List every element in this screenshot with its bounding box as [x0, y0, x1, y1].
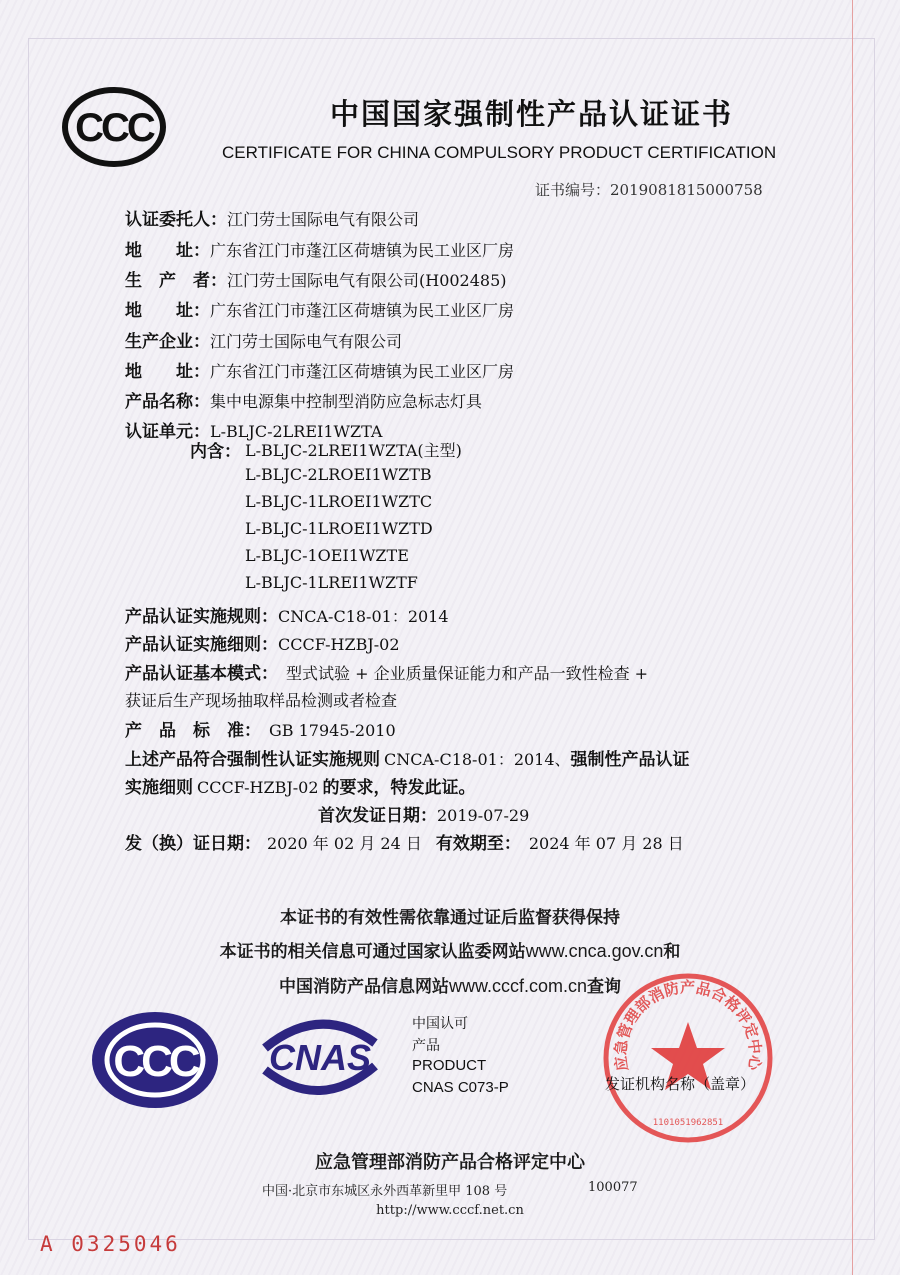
- field-client-address: [125, 236, 514, 261]
- issue-date: [125, 829, 684, 854]
- organization-url[interactable]: http://www.cccf.net.cn: [376, 1203, 524, 1218]
- issuing-organization: 应急管理部消防产品合格评定中心: [315, 1152, 585, 1173]
- statement-line-2: [125, 773, 476, 798]
- field-value: 型式试验 + 企业质量保证能力和产品一致性检查 +: [286, 664, 649, 683]
- field-value: 江门劳士国际电气有限公司: [227, 210, 420, 229]
- field-manufacturer: [125, 266, 507, 291]
- date-value: 2019-07-29: [437, 806, 530, 825]
- serial-number: A 0325046: [40, 1232, 181, 1256]
- seal-caption: 发证机构名称（盖章）: [605, 1075, 756, 1093]
- statement-text: 强制性产品认证: [570, 750, 690, 770]
- field-label: 生产企业：: [125, 332, 210, 352]
- organization-postcode: 100077: [588, 1180, 638, 1195]
- field-impl-rule: [125, 602, 449, 627]
- cnca-website-link[interactable]: www.cnca.gov.cn: [525, 941, 664, 961]
- field-label: 地 址：: [125, 301, 210, 321]
- field-label: 产品名称：: [125, 392, 210, 412]
- ccc-logo-icon: [62, 86, 166, 168]
- notice-line-2: [0, 937, 900, 962]
- field-label: 产品认证实施细则：: [125, 635, 278, 655]
- statement-rule: CNCA-C18-01：2014、: [384, 750, 571, 769]
- certificate-number: 证书编号：2019081815000758: [535, 181, 763, 199]
- statement-text: 实施细则: [125, 778, 193, 798]
- edge-line: [852, 0, 853, 1275]
- model-item: L-BLJC-2LREⅠ1WZTA(主型): [245, 441, 462, 460]
- date-label: 有效期至：: [435, 834, 521, 854]
- field-cert-mode: [125, 659, 648, 684]
- model-item: L-BLJC-2LROEⅠ1WZTB: [245, 465, 432, 484]
- model-item: L-BLJC-1LREⅠ1WZTF: [245, 573, 418, 592]
- field-value: 江门劳士国际电气有限公司: [210, 332, 403, 351]
- field-value: 广东省江门市蓬江区荷塘镇为民工业区厂房: [210, 301, 515, 320]
- field-value: GB 17945-2010: [269, 721, 396, 740]
- organization-address: 中国·北京市东城区永外西革新里甲 108 号: [262, 1184, 508, 1199]
- cnas-code: CNAS C073-P: [412, 1079, 509, 1096]
- field-value: CCCF-HZBJ-02: [278, 635, 400, 654]
- field-value: 广东省江门市蓬江区荷塘镇为民工业区厂房: [210, 241, 515, 260]
- field-label: 地 址：: [125, 241, 210, 261]
- model-item: L-BLJC-1LROEⅠ1WZTD: [245, 519, 433, 538]
- model-item: L-BLJC-1OEⅠ1WZTE: [245, 546, 409, 565]
- seal-code: 1101051962851: [652, 1118, 724, 1128]
- cnas-text-product: PRODUCT: [412, 1057, 487, 1074]
- field-label: 产品认证实施规则：: [125, 607, 278, 627]
- date-label: 首次发证日期：: [318, 806, 437, 826]
- cert-mode-continued: 获证后生产现场抽取样品检测或者检查: [125, 691, 398, 710]
- field-value: 集中电源集中控制型消防应急标志灯具: [210, 392, 483, 411]
- cnas-text-product-cn: 产品: [412, 1038, 440, 1054]
- date-label: 发（换）证日期：: [125, 834, 261, 854]
- field-value: 广东省江门市蓬江区荷塘镇为民工业区厂房: [210, 362, 515, 381]
- notice-line-1: 本证书的有效性需依靠通过证后监督获得保持: [280, 908, 620, 928]
- cnas-text-cn: 中国认可: [412, 1016, 468, 1032]
- field-impl-detail: [125, 630, 400, 655]
- model-item: L-BLJC-1LROEⅠ1WZTC: [245, 492, 433, 511]
- statement-text: 的要求，特发此证。: [322, 778, 476, 798]
- cnas-logo-icon: [245, 1008, 395, 1106]
- statement-detail: CCCF-HZBJ-02: [197, 778, 319, 797]
- notice-text: 中国消防产品信息网站: [278, 977, 449, 997]
- field-value: CNCA-C18-01：2014: [278, 607, 449, 626]
- field-product-name: [125, 387, 482, 412]
- ccc-logo-text: CCC: [113, 1037, 197, 1086]
- cnas-logo-text: CNAS: [268, 1037, 372, 1078]
- notice-text: 本证书的相关信息可通过国家认监委网站: [219, 942, 526, 962]
- ccc-logo-icon: [90, 1010, 220, 1110]
- field-factory-address: [125, 357, 514, 382]
- statement-line-1: [125, 745, 690, 770]
- contains-label: 内含：: [190, 442, 241, 462]
- notice-text: 查询: [587, 977, 622, 997]
- field-value: L-BLJC-2LREⅠ1WZTA: [210, 422, 383, 441]
- field-value: 江门劳士国际电气有限公司(H002485): [227, 271, 507, 290]
- ccc-logo-text: CCC: [75, 106, 153, 150]
- notice-text: 和: [663, 942, 681, 962]
- field-client: [125, 205, 419, 230]
- field-label: 产 品 标 准：: [125, 721, 261, 741]
- field-label: 地 址：: [125, 362, 210, 382]
- field-standard: [125, 716, 396, 741]
- field-label: 认证单元：: [125, 422, 210, 442]
- statement-text: 上述产品符合强制性认证实施规则: [125, 750, 380, 770]
- date-value: 2024 年 07 月 28 日: [528, 834, 684, 853]
- field-factory: [125, 327, 402, 352]
- first-issue-date: [318, 801, 529, 826]
- field-label: 认证委托人：: [125, 210, 227, 230]
- certificate-title: 中国国家强制性产品认证证书: [330, 97, 734, 131]
- official-seal-icon: [600, 970, 775, 1145]
- cccf-website-link[interactable]: www.cccf.com.cn: [448, 976, 588, 996]
- seal-ring-text: 应急管理部消防产品合格评定中心: [611, 978, 765, 1073]
- field-label: 产品认证基本模式：: [125, 664, 278, 684]
- certificate-subtitle: CERTIFICATE FOR CHINA COMPULSORY PRODUCT CERTIFICATION: [222, 143, 777, 162]
- field-manufacturer-address: [125, 296, 514, 321]
- field-label: 生 产 者：: [125, 271, 227, 291]
- date-value: 2020 年 02 月 24 日: [267, 834, 422, 853]
